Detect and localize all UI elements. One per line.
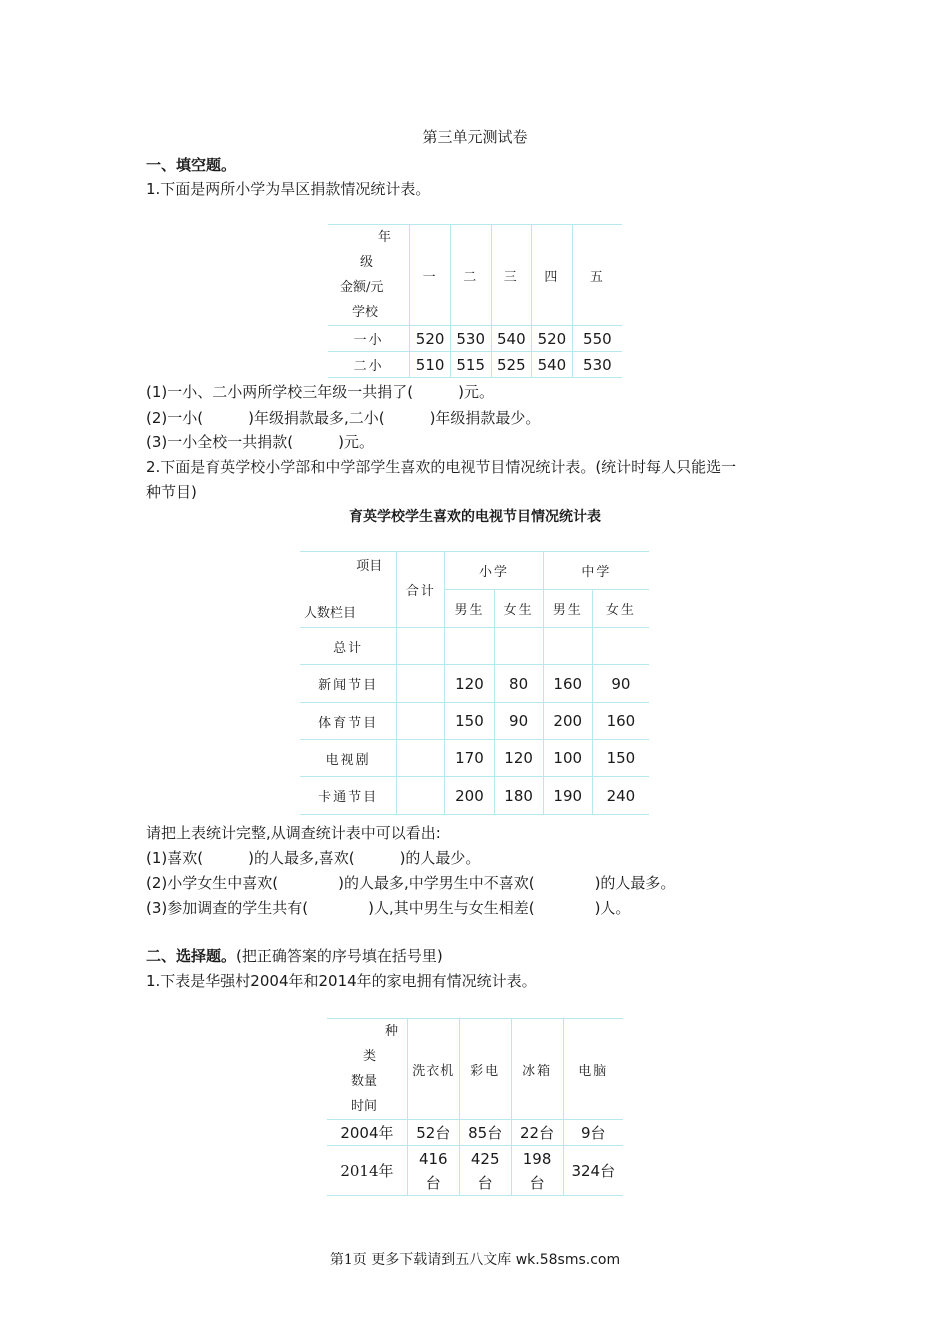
row-label: 总计 [300, 628, 397, 665]
count-cell: 90 [494, 703, 543, 740]
total-column-header: 合计 [397, 552, 445, 628]
qty-cell: 198台 [511, 1146, 563, 1196]
section1-heading: 一、填空题。 [146, 156, 237, 174]
gender-header: 男生 [543, 590, 592, 628]
count-cell: 120 [445, 665, 494, 703]
count-cell: 120 [494, 740, 543, 777]
q2-prompt-line2: 种节目) [146, 483, 197, 501]
table2-caption: 育英学校学生喜欢的电视节目情况统计表 [349, 509, 601, 525]
count-cell: 150 [445, 703, 494, 740]
row-label: 新闻节目 [300, 665, 397, 703]
grade-header: 四 [532, 225, 573, 326]
amount-cell: 530 [450, 326, 491, 352]
appliance-header: 洗衣机 [407, 1019, 459, 1120]
corner-time-label: 时间 [351, 1099, 378, 1114]
amount-cell: 530 [572, 352, 622, 378]
table3-corner [327, 1019, 407, 1120]
count-cell: 150 [592, 740, 649, 777]
row-label: 体育节目 [300, 703, 397, 740]
group-header-primary: 小学 [445, 552, 543, 590]
total-cell [397, 703, 445, 740]
q1-sub3: (3)一小全校一共捐款( )元。 [146, 433, 374, 451]
qty-cell: 85台 [459, 1120, 511, 1146]
count-cell [494, 628, 543, 665]
count-cell: 180 [494, 777, 543, 815]
q1-sub2: (2)一小( )年级捐款最多,二小( )年级捐款最少。 [146, 409, 541, 427]
total-cell [397, 665, 445, 703]
amount-cell: 540 [491, 326, 532, 352]
corner-school-label: 学校 [352, 305, 379, 320]
school-cell: 二小 [328, 352, 410, 378]
tv-program-table [300, 551, 649, 815]
amount-cell: 510 [410, 352, 451, 378]
section2-header [146, 945, 443, 966]
appliance-table [327, 1018, 623, 1196]
corner-type-label-2: 类 [363, 1049, 377, 1064]
q2-prompt-line1: 2.下面是育英学校小学部和中学部学生喜欢的电视节目情况统计表。(统计时每人只能选一 [146, 458, 737, 476]
gender-header: 女生 [494, 590, 543, 628]
count-cell: 160 [543, 665, 592, 703]
grade-header: 五 [572, 225, 622, 326]
gender-header: 女生 [592, 590, 649, 628]
qty-cell: 416台 [407, 1146, 459, 1196]
total-cell [397, 628, 445, 665]
school-cell: 一小 [328, 326, 410, 352]
table2-corner [300, 552, 397, 628]
section2-heading: 二、选择题。 [146, 947, 237, 965]
count-cell: 160 [592, 703, 649, 740]
appliance-header: 电脑 [563, 1019, 623, 1120]
appliance-header: 冰箱 [511, 1019, 563, 1120]
corner-item-label: 项目 [356, 558, 383, 574]
count-cell: 240 [592, 777, 649, 815]
page-title: 第三单元测试卷 [422, 128, 528, 146]
q2-sub2: (2)小学女生中喜欢( )的人最多,中学男生中不喜欢( )的人最多。 [146, 874, 676, 892]
qty-cell: 22台 [511, 1120, 563, 1146]
amount-cell: 550 [572, 326, 622, 352]
amount-cell: 525 [491, 352, 532, 378]
corner-type-label: 种 [385, 1024, 399, 1039]
q2-sub3: (3)参加调查的学生共有( )人,其中男生与女生相差( )人。 [146, 899, 631, 917]
group-header-middle: 中学 [543, 552, 649, 590]
year-cell: 2014年 [327, 1146, 407, 1196]
grade-header: 一 [410, 225, 451, 326]
section2-note: (把正确答案的序号填在括号里) [236, 947, 443, 965]
qty-cell: 324台 [563, 1146, 623, 1196]
qty-cell: 52台 [407, 1120, 459, 1146]
footer-site-link[interactable]: wk.58sms.com [515, 1252, 621, 1268]
amount-cell: 520 [532, 326, 573, 352]
row-label: 电视剧 [300, 740, 397, 777]
q1-prompt: 1.下面是两所小学为旱区捐款情况统计表。 [146, 180, 431, 198]
year-cell: 2004年 [327, 1120, 407, 1146]
grade-header: 二 [450, 225, 491, 326]
amount-cell: 520 [410, 326, 451, 352]
total-cell [397, 740, 445, 777]
gender-header: 男生 [445, 590, 494, 628]
grade-header: 三 [491, 225, 532, 326]
count-cell: 190 [543, 777, 592, 815]
table1-corner [328, 225, 410, 326]
donation-table [328, 224, 622, 378]
count-cell: 80 [494, 665, 543, 703]
amount-cell: 540 [532, 352, 573, 378]
count-cell [543, 628, 592, 665]
q2-intro: 请把上表统计完整,从调查统计表中可以看出: [146, 824, 441, 842]
count-cell [592, 628, 649, 665]
count-cell: 100 [543, 740, 592, 777]
page-footer [0, 1249, 950, 1269]
appliance-header: 彩电 [459, 1019, 511, 1120]
s2-q1-prompt: 1.下表是华强村2004年和2014年的家电拥有情况统计表。 [146, 972, 537, 990]
q1-sub1: (1)一小、二小两所学校三年级一共捐了( )元。 [146, 383, 494, 401]
footer-text: 第1页 更多下载请到五八文库 [329, 1252, 512, 1268]
corner-amount-label: 金额/元 [340, 280, 384, 295]
qty-cell: 425台 [459, 1146, 511, 1196]
amount-cell: 515 [450, 352, 491, 378]
count-cell: 90 [592, 665, 649, 703]
count-cell: 200 [445, 777, 494, 815]
q2-sub1: (1)喜欢( )的人最多,喜欢( )的人最少。 [146, 849, 481, 867]
count-cell: 200 [543, 703, 592, 740]
corner-grade-label-2: 级 [360, 255, 374, 270]
row-label: 卡通节目 [300, 777, 397, 815]
count-cell [445, 628, 494, 665]
corner-grade-label: 年 [378, 230, 392, 245]
count-cell: 170 [445, 740, 494, 777]
corner-count-label: 人数栏目 [304, 605, 357, 621]
corner-qty-label: 数量 [351, 1074, 378, 1089]
total-cell [397, 777, 445, 815]
qty-cell: 9台 [563, 1120, 623, 1146]
